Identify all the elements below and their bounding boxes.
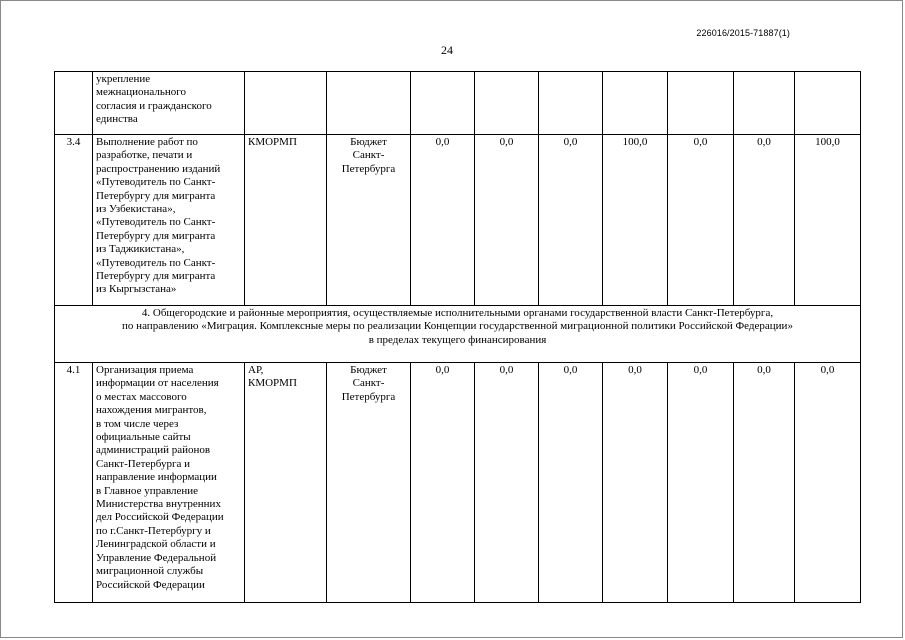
- cell-value: 0,0: [734, 135, 795, 306]
- name-line: разработке, печати и: [96, 149, 193, 162]
- cell-source: [327, 363, 411, 603]
- name-line: Министерства внутренних: [96, 498, 221, 511]
- source-line: Санкт-: [352, 377, 385, 390]
- name-line: официальные сайты: [96, 431, 191, 444]
- name-line: Организация приема: [96, 364, 194, 376]
- cell-value: [795, 72, 861, 135]
- name-line: дел Российской Федерации: [96, 511, 224, 524]
- cell-name: [93, 363, 245, 603]
- source-line: Бюджет: [350, 136, 387, 148]
- cell-value: 0,0: [411, 363, 475, 603]
- name-line: Выполнение работ по: [96, 136, 198, 148]
- cell-value: [603, 72, 668, 135]
- cell-value: [668, 72, 734, 135]
- cell-name: [93, 72, 245, 135]
- name-line: Петербургу для мигранта: [96, 270, 216, 283]
- cell-executor: [245, 135, 327, 306]
- row-number: 3.4: [55, 135, 93, 306]
- name-line: укрепление: [96, 73, 151, 85]
- cell-value: [411, 72, 475, 135]
- cell-value: [734, 72, 795, 135]
- name-line: нахождения мигрантов,: [96, 404, 207, 417]
- name-line: Российской Федерации: [96, 578, 205, 591]
- table-row-continuation: [55, 72, 861, 135]
- cell-value: 0,0: [668, 363, 734, 603]
- section-heading: [55, 306, 861, 363]
- name-line: администраций районов: [96, 444, 211, 457]
- source-line: Санкт-: [352, 149, 385, 162]
- program-table: [54, 71, 861, 603]
- name-line: информации от населения: [96, 377, 219, 390]
- name-line: «Путеводитель по Санкт-: [96, 176, 216, 189]
- section-heading-line: в пределах текущего финансирования: [368, 333, 547, 346]
- name-line: по г.Санкт-Петербургу и: [96, 524, 211, 537]
- page-number: 24: [441, 43, 453, 57]
- section-row-4: [55, 306, 861, 363]
- name-line: распространению изданий: [96, 162, 221, 175]
- source-line: Петербурга: [341, 390, 396, 403]
- cell-value: 0,0: [668, 135, 734, 306]
- name-line: согласия и гражданского: [96, 99, 212, 112]
- cell-value: 0,0: [475, 363, 539, 603]
- executor-line: КМОРМП: [248, 136, 297, 148]
- name-line: «Путеводитель по Санкт-: [96, 256, 216, 269]
- row-number: 4.1: [55, 363, 93, 603]
- name-line: из Узбекистана»,: [96, 203, 176, 216]
- name-line: из Таджикистана»,: [96, 243, 185, 256]
- name-line: «Путеводитель по Санкт-: [96, 216, 216, 229]
- cell-value: 0,0: [411, 135, 475, 306]
- cell-name: [93, 135, 245, 306]
- table-row-3-4: [55, 135, 861, 306]
- cell-executor: [245, 363, 327, 603]
- cell-executor: [245, 72, 327, 135]
- cell-source: [327, 72, 411, 135]
- document-id: 226016/2015-71887(1): [696, 28, 790, 38]
- section-heading-line: 4. Общегородские и районные мероприятия, осуществляемые исполнительными органами государственной власти Санкт-Петербурга,: [141, 307, 774, 319]
- name-line: миграционной службы: [96, 565, 204, 578]
- cell-value: 0,0: [795, 363, 861, 603]
- name-line: в Главное управление: [96, 484, 199, 497]
- name-line: Санкт-Петербурга и: [96, 457, 190, 470]
- cell-value: 0,0: [539, 135, 603, 306]
- cell-value: [539, 72, 603, 135]
- cell-value: 100,0: [795, 135, 861, 306]
- name-line: Петербургу для мигранта: [96, 189, 216, 202]
- name-line: Управление Федеральной: [96, 551, 217, 564]
- source-line: Петербурга: [341, 162, 396, 175]
- table-row-4-1: [55, 363, 861, 603]
- cell-value: 100,0: [603, 135, 668, 306]
- section-heading-line: по направлению «Миграция. Комплексные меры по реализации Концепции государственной миграционной политики Российской Федерации»: [122, 320, 793, 333]
- name-line: Петербургу для мигранта: [96, 229, 216, 242]
- cell-value: [475, 72, 539, 135]
- name-line: в том числе через: [96, 417, 179, 430]
- name-line: из Кыргызстана»: [96, 283, 177, 296]
- cell-value: 0,0: [539, 363, 603, 603]
- cell-num: [55, 72, 93, 135]
- name-line: направление информации: [96, 471, 217, 484]
- executor-line: КМОРМП: [248, 377, 297, 390]
- name-line: единства: [96, 113, 138, 126]
- name-line: Ленинградской области и: [96, 538, 216, 551]
- executor-line: АР,: [248, 364, 264, 376]
- cell-value: 0,0: [734, 363, 795, 603]
- cell-value: 0,0: [475, 135, 539, 306]
- source-line: Бюджет: [350, 364, 387, 376]
- name-line: межнационального: [96, 86, 186, 99]
- cell-value: 0,0: [603, 363, 668, 603]
- cell-source: [327, 135, 411, 306]
- name-line: о местах массового: [96, 390, 187, 403]
